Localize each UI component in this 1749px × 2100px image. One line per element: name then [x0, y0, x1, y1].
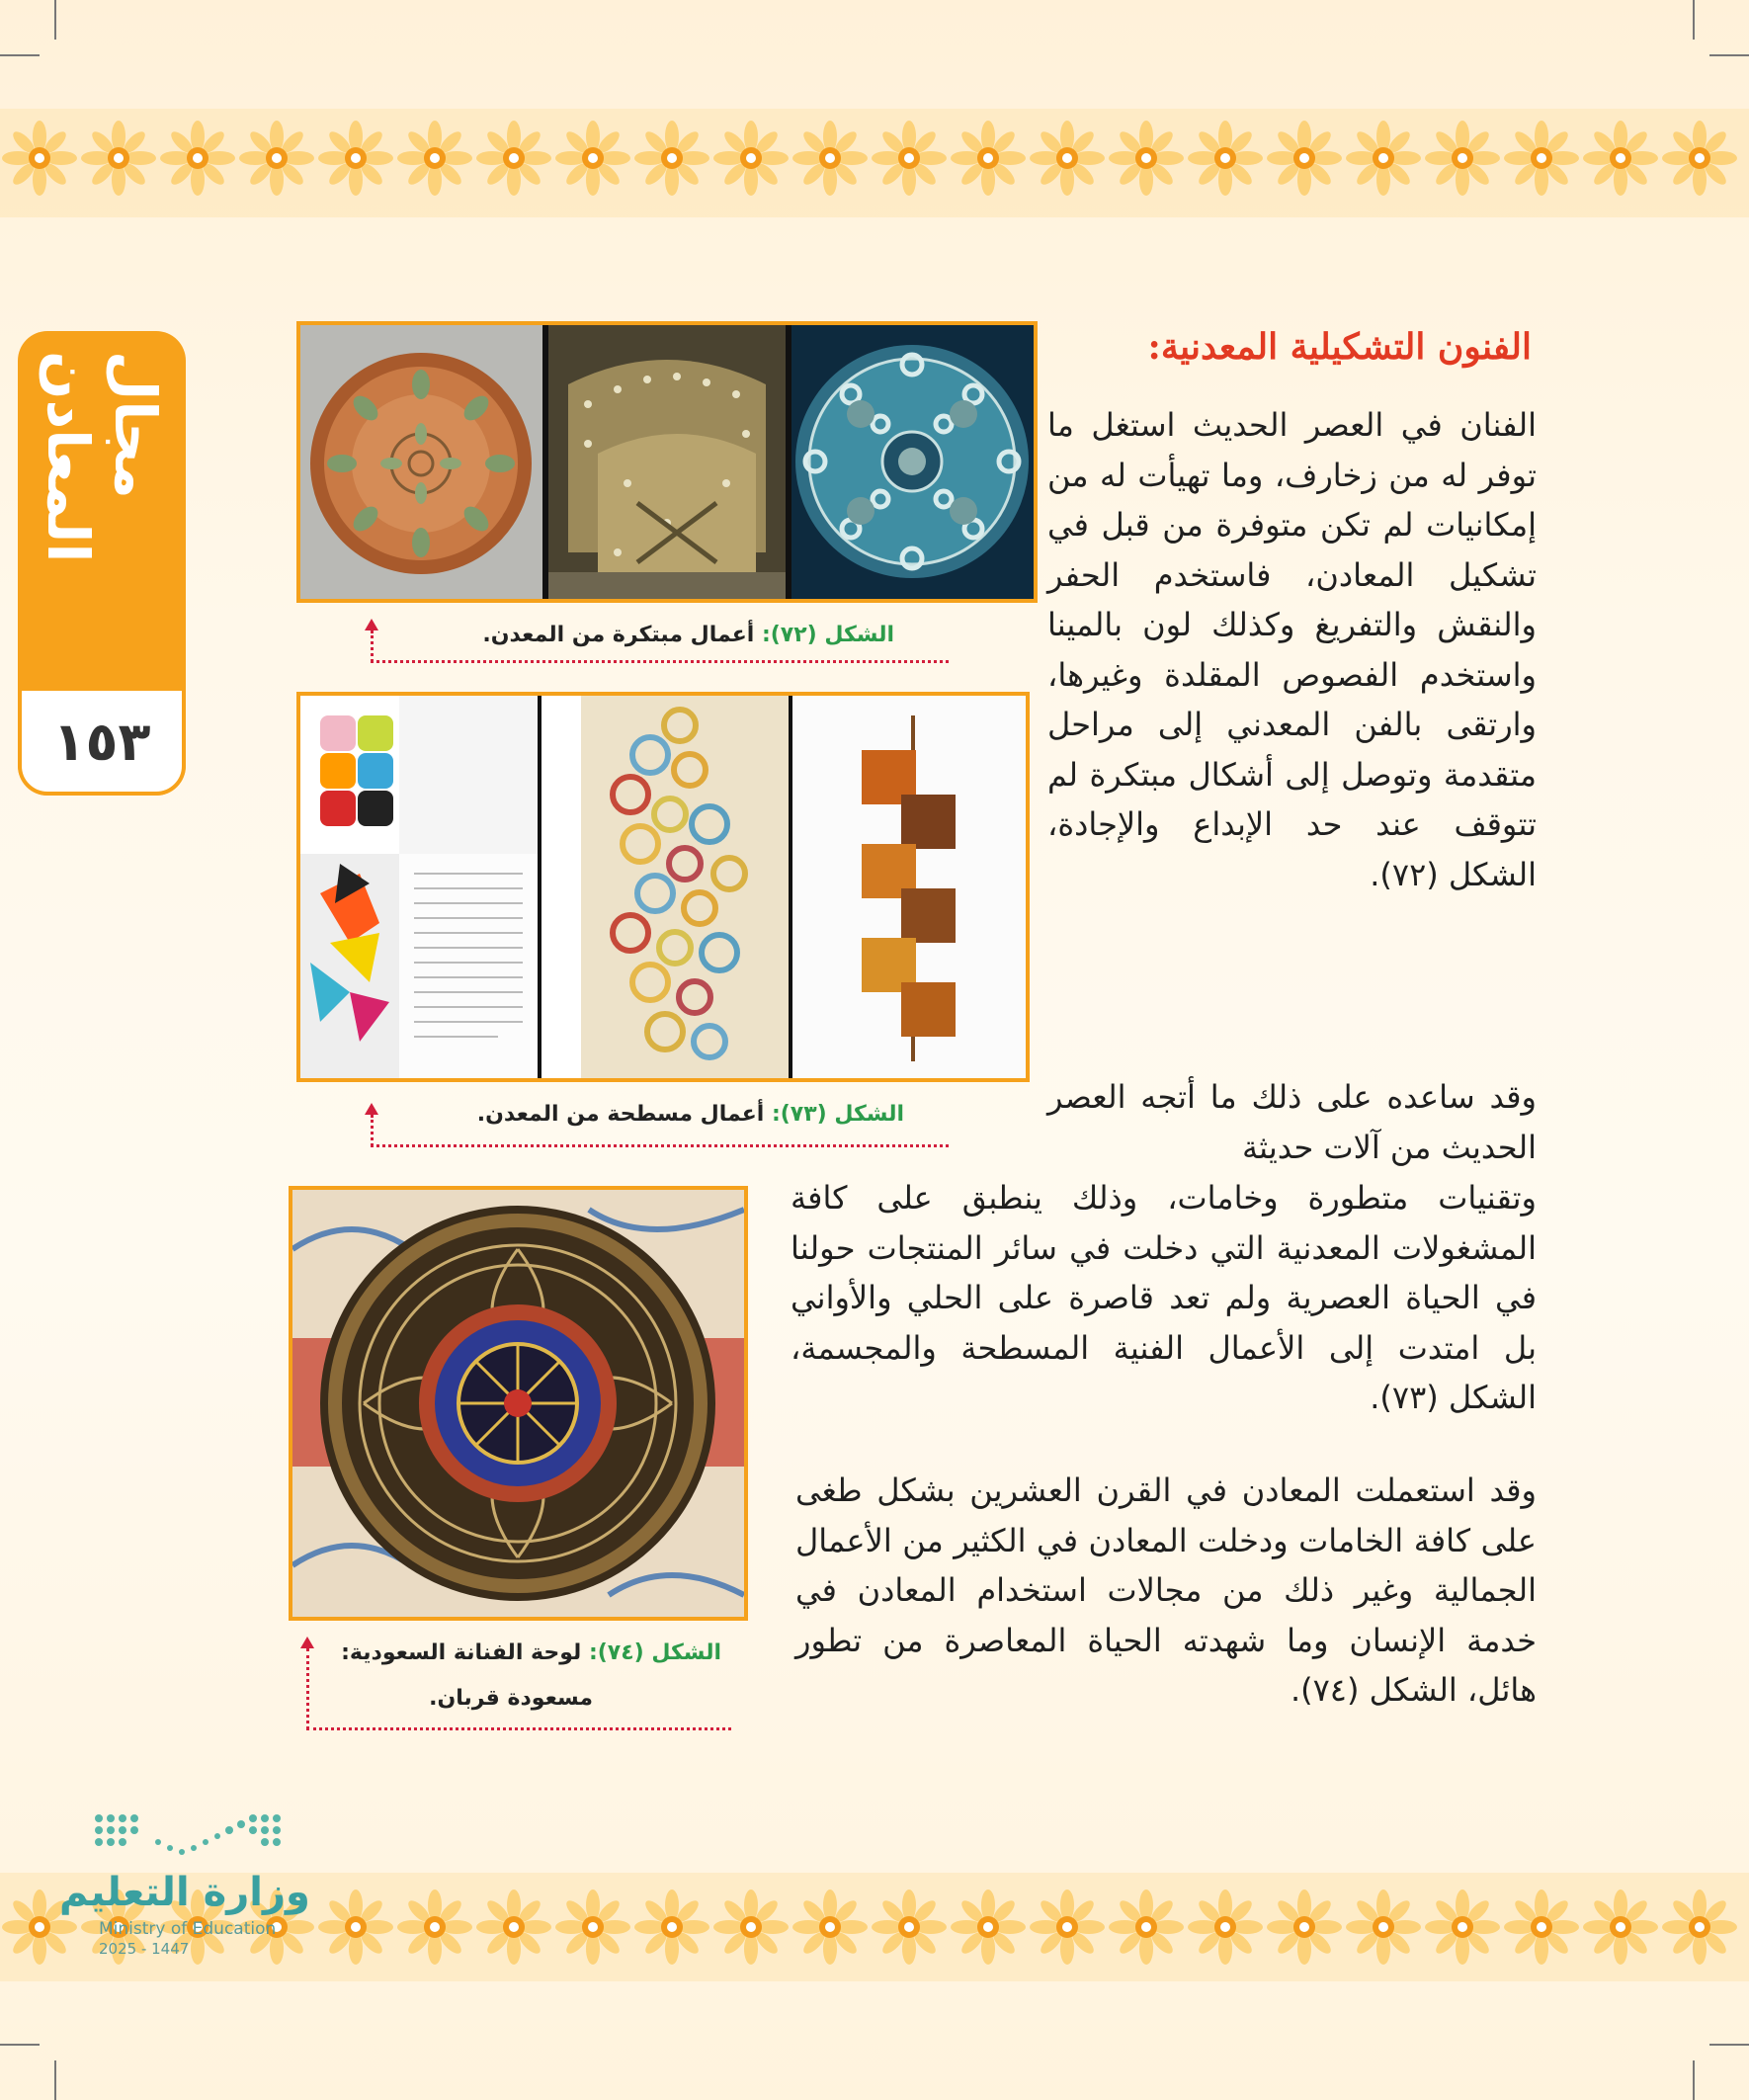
colorful-metal-art-image — [300, 696, 538, 1078]
figure-72-pointer-stem — [371, 630, 374, 662]
crop-mark — [0, 2044, 40, 2046]
figure-73-pointer-line — [371, 1144, 949, 1147]
figure-74-pointer-stem — [306, 1648, 309, 1729]
figure-72-frame — [296, 321, 1038, 603]
figure-73-caption — [477, 1102, 904, 1127]
paragraph-2-start-text: وقد ساعده على ذلك ما أتجه العصر الحديث من آلات حديثة — [1047, 1078, 1537, 1166]
figure-74-caption-text: لوحة الفنانة السعودية: — [341, 1640, 589, 1665]
figure-73-label: الشكل (٧٣): — [771, 1102, 904, 1127]
crop-mark — [54, 2060, 56, 2100]
crop-mark — [0, 54, 40, 56]
ring-wall-art-image — [541, 696, 789, 1078]
paragraph-1-text: الفنان في العصر الحديث استغل ما توفر له من زخارف، وما تهيأت له من إمكانيات لم تكن متوفرة من قبل في تشكيل المعادن، فاستخدم الحفر والنقش والتفريغ وكذلك لون بالمينا واستخدم الفصوص المقلدة وغيرها، وارتقى بالفن المعدني إلى مراحل متقدمة وتوصل إلى أشكال مبتكرة لم تتوقف عند حد الإبداع والإجادة، الشكل (٧٢). — [1047, 406, 1537, 893]
logo-english-text: Ministry of Education — [99, 1919, 277, 1939]
figure-74-frame — [289, 1186, 748, 1621]
logo-dots-icon — [59, 1808, 316, 1868]
crop-mark — [1693, 0, 1695, 40]
chapter-side-tab — [18, 331, 186, 796]
ministry-logo — [59, 1808, 316, 1958]
paragraph-1 — [1047, 400, 1537, 899]
figure-72-caption-text: أعمال مبتكرة من المعدن. — [482, 623, 762, 647]
paragraph-3 — [795, 1466, 1537, 1716]
crop-mark — [1693, 2060, 1695, 2100]
figure-74-pointer-arrow — [300, 1637, 314, 1648]
paragraph-2-start — [1047, 1072, 1537, 1172]
paragraph-3-text: وقد استعملت المعادن في القرن العشرين بشكل طغى على كافة الخامات ودخلت المعادن في الكثير من الأعمال الجمالية وغير ذلك من مجالات استخدام المعادن في خدمة الإنسان وما شهدته الحياة المعاصرة من تطور هائل، الشكل (٧٤). — [795, 1471, 1537, 1709]
crop-mark — [1709, 54, 1749, 56]
figure-73-frame — [296, 692, 1030, 1082]
section-heading: الفنون التشكيلية المعدنية: — [1147, 326, 1532, 368]
figure-73-pointer-stem — [371, 1115, 374, 1146]
top-flower-border — [0, 109, 1749, 217]
copper-plate-image — [300, 325, 542, 599]
crop-mark — [54, 0, 56, 40]
figure-72-caption — [482, 623, 894, 647]
metal-letter-holder-image — [548, 325, 786, 599]
figure-74-caption — [341, 1640, 721, 1665]
chapter-title: مجال المعادن — [35, 351, 169, 563]
figure-73-caption-text: أعمال مسطحة من المعدن. — [476, 1102, 772, 1127]
crop-mark — [1709, 2044, 1749, 2046]
logo-year-text: 2025 - 1447 — [99, 1940, 190, 1958]
figure-74-label: الشكل (٧٤): — [588, 1640, 721, 1665]
page-number: ١٥٣ — [52, 710, 151, 773]
enamel-plate-image — [791, 325, 1034, 599]
logo-arabic-text: وزارة التعليم — [59, 1870, 310, 1915]
paragraph-2-rest — [791, 1173, 1537, 1423]
figure-74-caption-line2: مسعودة قربان. — [429, 1686, 593, 1711]
figure-74-pointer-line — [306, 1727, 731, 1730]
figure-72-pointer-arrow — [365, 619, 378, 630]
figure-72-label: الشكل (٧٢): — [761, 623, 894, 647]
engraved-brass-plate-image — [292, 1190, 744, 1617]
figure-73-pointer-arrow — [365, 1103, 378, 1115]
paragraph-2-rest-text: وتقنيات متطورة وخامات، وذلك ينطبق على كافة المشغولات المعدنية التي دخلت في سائر المنتجات حولنا في الحياة العصرية ولم تعد قاصرة على الحلي والأواني بل امتدت إلى الأعمال الفنية المسطحة والمجسمة، الشكل (٧٣). — [791, 1179, 1537, 1416]
page-number-box — [18, 687, 186, 796]
figure-72-pointer-line — [371, 660, 949, 663]
amber-panel-art-image — [792, 696, 1026, 1078]
